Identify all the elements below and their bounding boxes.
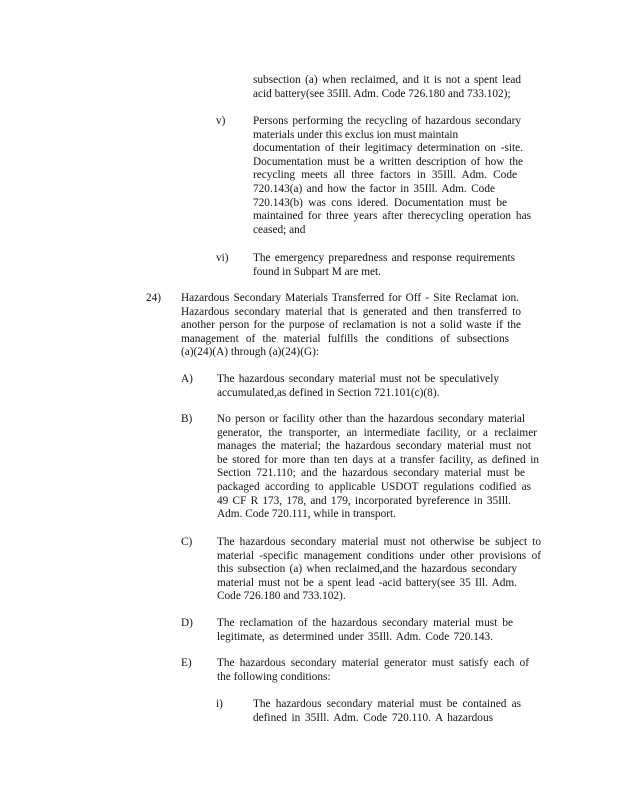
paragraph-text (253, 698, 521, 725)
paragraph-text (253, 115, 531, 237)
condition-label: E) (181, 657, 192, 669)
text-line: Hazardous Secondary Materials Transferred for Off - Site Reclamat ion. (181, 292, 519, 304)
text-line: (a)(24)(A) through (a)(24)(G): (181, 346, 320, 359)
text-line: acid battery(see 35Ill. Adm. Code 726.180 and 733.102); (253, 87, 511, 100)
text-line: this subsection (a) when reclaimed,and the hazardous secondary (217, 563, 517, 576)
text-line: Code 726.180 and 733.102). (217, 590, 346, 603)
text-line: The hazardous secondary material must not be speculatively (217, 373, 499, 385)
text-line: 720.143(a) and how the factor in 35Ill. Adm. Code (253, 182, 495, 195)
subsection-label: 24) (146, 292, 162, 304)
text-line: Section 721.110; and the hazardous secondary material must be (217, 467, 525, 480)
text-line: The hazardous secondary material must not otherwise be subject to (217, 536, 541, 548)
text-line: legitimate, as determined under 35Ill. Adm. Code 720.143. (217, 630, 493, 643)
paragraph-text (253, 252, 515, 279)
text-line: materials under this exclus ion must maintain (253, 128, 459, 141)
text-line: management of the material fulfills the conditions of subsections (181, 332, 509, 345)
paragraph-text (217, 617, 513, 644)
text-line: maintained for three years after therecycling operation has (253, 210, 531, 223)
paragraph-text (217, 657, 529, 684)
text-line: accumulated,as defined in Section 721.101(c)(8). (217, 386, 440, 399)
text-line: documentation of their legitimacy determination on -site. (253, 142, 523, 155)
item-label: i) (216, 698, 223, 710)
clause-label: vi) (216, 252, 229, 264)
paragraph-text (253, 74, 521, 101)
text-line: The hazardous secondary material must be contained as (253, 698, 521, 710)
condition-label: A) (181, 373, 193, 385)
paragraph-text (217, 536, 541, 604)
paragraph-text (217, 373, 499, 400)
text-line: defined in 35Ill. Adm. Code 720.110. A hazardous (253, 711, 493, 724)
clause-label: v) (216, 115, 226, 127)
condition-label: D) (181, 617, 193, 629)
text-line: The emergency preparedness and response requirements (253, 252, 515, 264)
text-line: Documentation must be a written description of how the (253, 155, 523, 168)
text-line: manages the material; the hazardous secondary material must not (217, 440, 531, 453)
text-line: The hazardous secondary material generator must satisfy each of (217, 657, 529, 669)
text-line: another person for the purpose of reclamation is not a solid waste if the (181, 319, 521, 332)
text-line: found in Subpart M are met. (253, 265, 382, 278)
text-line: generator, the transporter, an intermediate facility, or a reclaimer (217, 426, 537, 439)
text-line: Adm. Code 720.111, while in transport. (217, 508, 396, 521)
text-line: 49 CF R 173, 178, and 179, incorporated byreference in 35Ill. (217, 494, 511, 507)
text-line: recycling meets all three factors in 35Ill. Adm. Code (253, 169, 517, 182)
condition-label: C) (181, 536, 193, 548)
text-line: the following conditions: (217, 670, 331, 683)
paragraph-text (217, 413, 539, 522)
text-line: Hazardous secondary material that is generated and then transferred to (181, 305, 521, 318)
text-line: ceased; and (253, 223, 306, 236)
text-line: The reclamation of the hazardous secondary material must be (217, 617, 513, 629)
text-line: 720.143(b) was cons idered. Documentation must be (253, 196, 507, 209)
text-line: No person or facility other than the hazardous secondary material (217, 413, 525, 425)
text-line: packaged according to applicable USDOT regulations codified as (217, 480, 531, 493)
paragraph-text (181, 292, 521, 360)
condition-label: B) (181, 413, 193, 425)
text-line: subsection (a) when reclaimed, and it is not a spent lead (253, 74, 521, 86)
text-line: be stored for more than ten days at a transfer facility, as defined in (217, 453, 539, 466)
text-line: material -specific management conditions under other provisions of (217, 549, 541, 562)
text-line: material must not be a spent lead -acid battery(see 35 Ill. Adm. (217, 576, 517, 589)
text-line: Persons performing the recycling of hazardous secondary (253, 115, 521, 127)
